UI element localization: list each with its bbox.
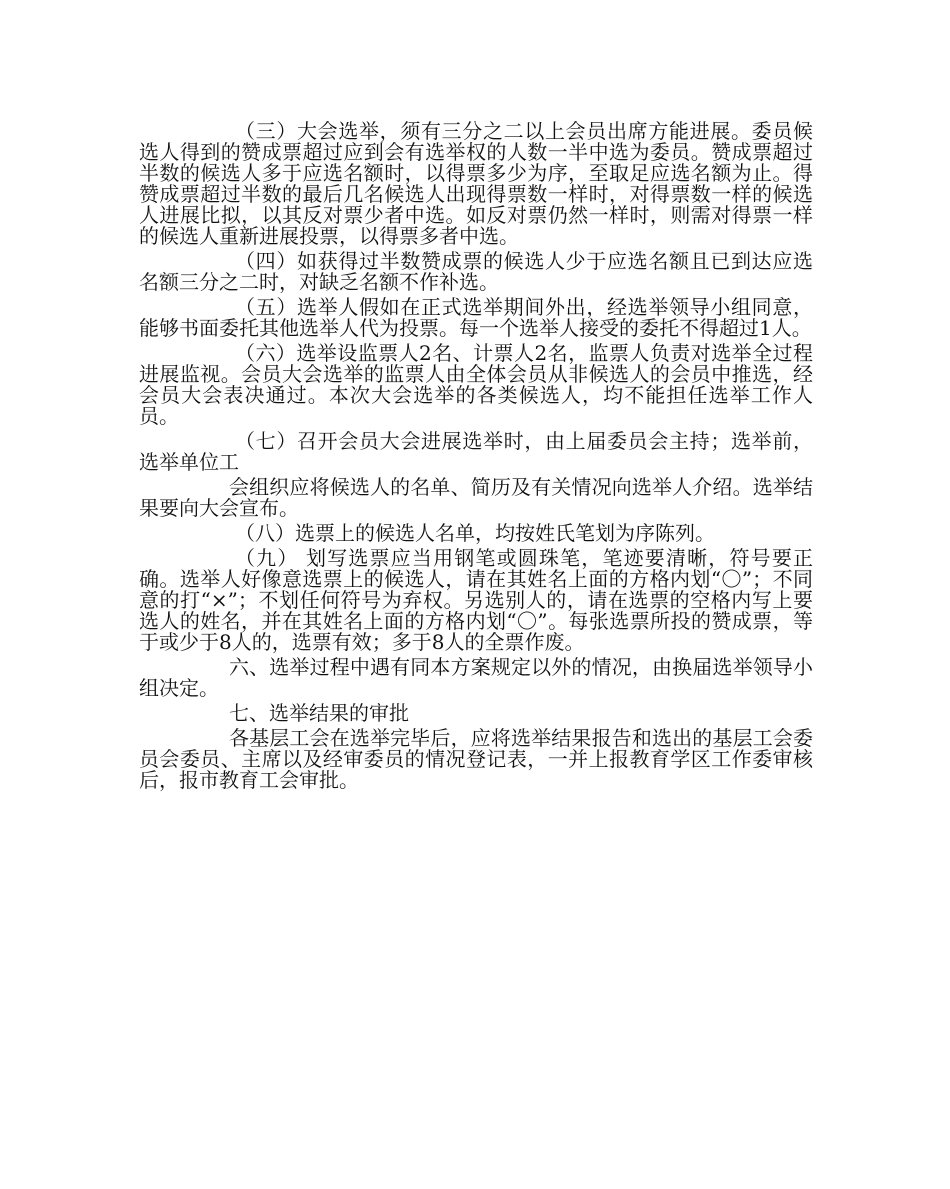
paragraph-section-7-body: 各基层工会在选举完毕后，应将选举结果报告和选出的基层工会委员会委员、主席以及经审委员的情况登记表，一并上报教育学区工作委审核后，报市教育工会审批。 (139, 726, 813, 792)
paragraph-item-8: （八）选票上的候选人名单，均按姓氏笔划为序陈列。 (235, 521, 715, 545)
section-heading-7: 七、选举结果的审批 (229, 701, 409, 725)
paragraph-item-4: （四）如获得过半数赞成票的候选人少于应选名额且已到达应选名额三分之二时，对缺乏名额不作补选。 (139, 249, 813, 294)
paragraph-item-9: （九） 划写选票应当用钢笔或圆珠笔，笔迹要清晰，符号要正确。选举人好像意选票上的候选人，请在其姓名上面的方格内划“〇”；不同意的打“×”；不划任何符号为弃权。另选别人的，请在选票的空格内写上要选人的姓名，并在其姓名上面的方格内划“〇”。每张选票所投的赞成票，等于或少于8人的，选票有效；多于8人的全票作废。 (139, 546, 813, 654)
paragraph-section-6: 六、选举过程中遇有同本方案规定以外的情况，由换届选举领导小组决定。 (139, 655, 813, 700)
paragraph-item-6: （六）选举设监票人2名、计票人2名，监票人负责对选举全过程进展监视。会员大会选举的监票人由全体会员从非候选人的会员中推选，经会员大会表决通过。本次大会选举的各类候选人，均不能担任选举工作人员。 (139, 341, 813, 428)
paragraph-item-3: （三）大会选举，须有三分之二以上会员出席方能进展。委员候选人得到的赞成票超过应到会有选举权的人数一半中选为委员。赞成票超过半数的候选人多于应选名额时，以得票多少为序，至取足应选名额为止。得赞成票超过半数的最后几名候选人出现得票数一样时，对得票数一样的候选人进展比拟，以其反对票少者中选。如反对票仍然一样时，则需对得票一样的候选人重新进展投票，以得票多者中选。 (139, 119, 813, 248)
paragraph-item-7: （七）召开会员大会进展选举时，由上届委员会主持；选举前，选举单位工 (139, 429, 813, 474)
paragraph-item-7-continued: 会组织应将候选人的名单、简历及有关情况向选举人介绍。选举结果要向大会宣布。 (139, 475, 813, 520)
paragraph-item-5: （五）选举人假如在正式选举期间外出，经选举领导小组同意，能够书面委托其他选举人代为投票。每一个选举人接受的委托不得超过1人。 (139, 295, 813, 340)
document-body (139, 121, 813, 795)
